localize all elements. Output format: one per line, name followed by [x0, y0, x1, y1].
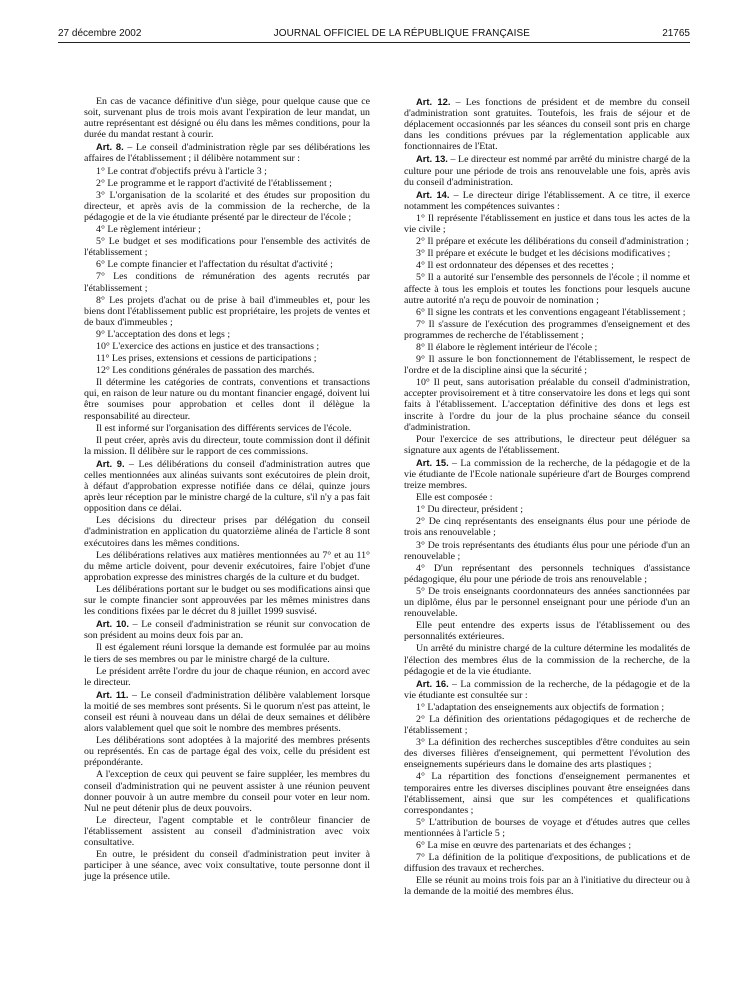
paragraph-text: 2° De cinq représentants des enseignants élus pour une période de trois ans renouvelable ; — [404, 516, 690, 539]
article-number: Art. 8. — [96, 141, 124, 153]
paragraph — [404, 620, 690, 642]
paragraph — [84, 96, 370, 140]
paragraph-text: 2° Il prépare et exécute les délibérations du conseil d'administration ; — [416, 236, 689, 248]
article-paragraph — [404, 678, 690, 701]
article-paragraph — [84, 458, 370, 514]
article-number: Art. 15. — [416, 456, 449, 468]
list-item — [404, 354, 690, 376]
paragraph-text: 11° Les prises, extensions et cessions de participations ; — [96, 353, 317, 365]
paragraph-text: 6° Le compte financier et l'affectation du résultat d'activité ; — [96, 259, 333, 271]
paragraph — [84, 642, 370, 664]
paragraph-text: 7° Les conditions de rémunération des agents recrutés par l'établissement ; — [84, 271, 370, 294]
paragraph-text: 4° Le règlement intérieur ; — [96, 224, 201, 236]
paragraph-text: Le directeur, l'agent comptable et le contrôleur financier de l'établissement assistent au conseil d'administration avec voix consultative. — [84, 814, 370, 848]
paragraph — [404, 643, 690, 676]
list-item — [404, 377, 690, 432]
list-item — [84, 166, 370, 177]
article-number: Art. 10. — [96, 618, 129, 630]
paragraph — [84, 435, 370, 457]
paragraph — [84, 815, 370, 848]
paragraph-text: 4° D'un représentant des personnels techniques d'assistance pédagogique, élu pour une période de trois ans renouvelable ; — [404, 562, 690, 585]
list-item — [404, 516, 690, 538]
list-item — [404, 319, 690, 341]
list-item — [404, 817, 690, 839]
list-item — [404, 272, 690, 305]
paragraph — [84, 550, 370, 583]
list-item — [404, 714, 690, 736]
issue-date: 27 décembre 2002 — [58, 28, 142, 39]
paragraph-text: Elle se réunit au moins trois fois par an à l'initiative du directeur ou à la demande de la moitié des membres élus. — [404, 875, 690, 898]
paragraph-text: 7° Il s'assure de l'exécution des programmes d'enseignement et des programmes de recherche de l'établissement ; — [404, 318, 690, 341]
page-number: 21765 — [662, 28, 690, 39]
paragraph-text: 3° L'organisation de la scolarité et des études sur proposition du directeur, et après avis de la commission de la recherche, de la pédagogie et de la vie étudiante présenté par le directeur de l'école ; — [84, 189, 370, 223]
list-item — [84, 271, 370, 293]
article-paragraph — [84, 618, 370, 641]
paragraph — [84, 423, 370, 434]
list-item — [84, 224, 370, 235]
paragraph-text: 3° La définition des recherches susceptibles d'être conduites au sein des diverses filières d'enseignement, qui permettent l'évolution des enseignements supérieurs dans le domaine des arts plastiques ; — [404, 737, 690, 771]
paragraph-text: A l'exception de ceux qui peuvent se faire suppléer, les membres du conseil d'administration qui ne peuvent assister à une réunion peuvent donner pouvoir à un autre membre du conseil pour voter en leur nom. Nul ne peut détenir plus de deux pouvoirs. — [84, 769, 370, 814]
paragraph-text: 6° Il signe les contrats et les conventions engageant l'établissement ; — [416, 306, 686, 318]
list-item — [404, 236, 690, 247]
list-item — [404, 342, 690, 353]
text-columns — [84, 96, 690, 970]
paragraph-text: – Le conseil d'administration délibère valablement lorsque la moitié de ses membres sont présents. Si le quorum n'est pas atteint, le conseil est réuni à nouveau dans un délai de deux semaines et délibère alors valablement quel que soit le nombre des membres présents. — [84, 689, 370, 735]
paragraph-text: Les délibérations portant sur le budget ou ses modifications ainsi que sur le compte financier sont approuvées par les mêmes ministres dans les conditions fixées par le décret du 8 juillet 1999 susvisé. — [84, 583, 370, 618]
paragraph-text: Il est également réuni lorsque la demande est formulée par au moins le tiers de ses membres ou par le ministre chargé de la culture. — [84, 642, 370, 665]
paragraph-text: Il peut créer, après avis du directeur, toute commission dont il définit la mission. Il délibère sur le rapport de ces commissions. — [84, 434, 370, 457]
journal-title: JOURNAL OFFICIEL DE LA RÉPUBLIQUE FRANÇAISE — [273, 28, 530, 39]
list-item — [84, 365, 370, 376]
paragraph-text: 1° Le contrat d'objectifs prévu à l'article 3 ; — [96, 165, 267, 177]
paragraph-text: 7° La définition de la politique d'expositions, de publications et de diffusion des travaux et recherches. — [404, 852, 690, 875]
paragraph-text: 3° De trois représentants des étudiants élus pour une période d'un an renouvelable ; — [404, 539, 690, 562]
paragraph-text: 5° Le budget et ses modifications pour l'ensemble des activités de l'établissement ; — [84, 236, 370, 259]
article-paragraph — [404, 457, 690, 491]
list-item — [404, 540, 690, 562]
article-paragraph — [404, 96, 690, 152]
paragraph — [84, 735, 370, 768]
paragraph-text: 3° Il prépare et exécute le budget et les décisions modificatives ; — [416, 248, 671, 260]
paragraph — [404, 434, 690, 456]
paragraph-text: Elle est composée : — [416, 492, 493, 504]
paragraph — [404, 492, 690, 503]
list-item — [84, 295, 370, 328]
paragraph-text: 1° Il représente l'établissement en justice et dans tous les actes de la vie civile ; — [404, 212, 690, 236]
paragraph-text: 1° L'adaptation des enseignements aux objectifs de formation ; — [416, 701, 665, 713]
paragraph-text: Les délibérations relatives aux matières mentionnées au 7° et au 11° du même article doivent, pour devenir exécutoires, faire l'objet d'une approbation expresse des ministres chargés de la culture et du budget. — [84, 549, 370, 583]
paragraph-text: 2° La définition des orientations pédagogiques et de recherche de l'établissement ; — [404, 713, 690, 737]
list-item — [84, 341, 370, 352]
paragraph-text: 8° Les projets d'achat ou de prise à bail d'immeubles et, pour les biens dont l'établissement public est propriétaire, les projets de ventes et de baux d'immeubles ; — [84, 294, 370, 328]
paragraph-text: 1° Du directeur, président ; — [416, 504, 523, 516]
article-number: Art. 9. — [96, 457, 125, 469]
list-item — [404, 771, 690, 815]
paragraph — [84, 769, 370, 813]
paragraph-text: 4° La répartition des fonctions d'enseignement permanentes et temporaires entre les diverses disciplines pouvant être enseignées dans l'établissement, ainsi que sur les compétences et qualifications correspondantes ; — [404, 771, 690, 816]
paragraph-text: En outre, le président du conseil d'administration peut inviter à participer à une séance, avec voix consultative, toute personne dont il juge la présence utile. — [84, 849, 370, 883]
paragraph-text: Pour l'exercice de ses attributions, le directeur peut déléguer sa signature aux agents de l'établissement. — [404, 433, 690, 456]
running-header — [58, 19, 690, 43]
paragraph-text: – Le conseil d'administration règle par ses délibérations les affaires de l'établissement ; il délibère notamment sur : — [84, 142, 370, 165]
paragraph-text: 12° Les conditions générales de passation des marchés. — [96, 365, 315, 377]
paragraph — [404, 875, 690, 897]
list-item — [404, 586, 690, 619]
paragraph-text: 5° Il a autorité sur l'ensemble des personnels de l'école ; il nomme et affecte à tous les emplois et toutes les fonctions pour lesquels aucune autre autorité n'a reçu de pouvoir de nomination ; — [404, 272, 690, 306]
article-number: Art. 11. — [96, 688, 129, 700]
list-item — [84, 353, 370, 364]
list-item — [404, 852, 690, 874]
list-item — [84, 190, 370, 223]
paragraph-text: – La commission de la recherche, de la pédagogie et de la vie étudiante est consultée sur : — [404, 678, 690, 701]
article-paragraph — [84, 689, 370, 734]
paragraph-text: Elle peut entendre des experts issus de l'établissement ou des personnalités extérieures. — [404, 620, 690, 643]
paragraph-text: 2° Le programme et le rapport d'activité de l'établissement ; — [96, 177, 332, 189]
paragraph-text: Il détermine les catégories de contrats, conventions et transactions qui, en raison de leur nature ou du montant financier engagé, doivent lui être soumises pour approbation et celles dont il délègue la responsabilité au directeur. — [84, 377, 370, 422]
list-item — [404, 260, 690, 271]
paragraph-text: Le président arrête l'ordre du jour de chaque réunion, en accord avec le directeur. — [84, 665, 370, 688]
paragraph — [84, 584, 370, 617]
list-item — [84, 236, 370, 258]
paragraph-text: Les décisions du directeur prises par délégation du conseil d'administration en application du quatorzième alinéa de l'article 8 sont exécutoires dans les mêmes conditions. — [84, 515, 370, 549]
paragraph-text: 5° L'attribution de bourses de voyage et d'études autres que celles mentionnées à l'article 5 ; — [404, 816, 690, 839]
list-item — [404, 737, 690, 770]
paragraph-text: 8° Il élabore le règlement intérieur de l'école ; — [416, 341, 598, 353]
paragraph — [84, 666, 370, 688]
list-item — [84, 178, 370, 189]
paragraph-text: En cas de vacance définitive d'un siège, pour quelque cause que ce soit, survenant plus de trois mois avant l'expiration de leur mandat, un autre représentant est désigné ou élu dans les mêmes conditions, pour la durée du mandat restant à courir. — [84, 96, 370, 141]
article-number: Art. 16. — [416, 677, 449, 689]
list-item — [404, 213, 690, 235]
article-number: Art. 14. — [416, 188, 450, 200]
paragraph — [84, 849, 370, 882]
article-number: Art. 12. — [416, 96, 451, 107]
paragraph — [84, 377, 370, 421]
list-item — [404, 307, 690, 318]
article-paragraph — [404, 153, 690, 187]
list-item — [404, 840, 690, 851]
paragraph-text: 9° Il assure le bon fonctionnement de l'établissement, le respect de l'ordre et de la discipline ainsi que la sécurité ; — [404, 354, 690, 377]
list-item — [404, 504, 690, 515]
paragraph-text: 4° Il est ordonnateur des dépenses et des recettes ; — [416, 260, 614, 272]
paragraph-text: – La commission de la recherche, de la pédagogie et de la vie étudiante de l'Ecole nationale supérieure d'art de Bourges comprend treize membres. — [404, 457, 690, 492]
left-column — [84, 96, 370, 970]
list-item — [84, 259, 370, 270]
paragraph-text: 5° De trois enseignants coordonnateurs des années sanctionnées par un diplôme, élus par le personnel enseignant pour une période d'un an renouvelable. — [404, 585, 690, 620]
paragraph-text: Il est informé sur l'organisation des différents services de l'école. — [96, 422, 352, 434]
paragraph-text: Les délibérations sont adoptées à la majorité des membres présents ou représentés. En cas de partage égal des voix, celle du président est prépondérante. — [84, 735, 370, 769]
paragraph-text: – Les fonctions de président et de membre du conseil d'administration sont gratuites. Toutefois, les frais de séjour et de déplacement occasionnés par les séances du conseil sont pris en charge dans les conditions prévues par la réglementation applicable aux fonctionnaires de l'Etat. — [404, 97, 690, 153]
paragraph-text: – Le directeur dirige l'établissement. A ce titre, il exerce notamment les compétences suivantes : — [404, 189, 690, 212]
paragraph-text: 10° L'exercice des actions en justice et des transactions ; — [96, 340, 320, 352]
article-paragraph — [84, 141, 370, 164]
list-item — [404, 563, 690, 585]
paragraph-text: 9° L'acceptation des dons et legs ; — [96, 328, 231, 340]
article-paragraph — [404, 189, 690, 212]
list-item — [404, 702, 690, 713]
right-column — [404, 96, 690, 970]
paragraph-text: – Les délibérations du conseil d'administration autres que celles mentionnées aux alinéas suivants sont exécutoires de plein droit, à défaut d'approbation expresse notifiée dans ce délai, quinze jours après leur réception par le ministre chargé de la culture, s'il n'y a pas fait opposition dans ce délai. — [84, 458, 370, 515]
paragraph-text: – Le directeur est nommé par arrêté du ministre chargé de la culture pour une période de trois ans renouvelable une fois, après avis du conseil d'administration. — [404, 154, 690, 188]
paragraph — [84, 515, 370, 548]
paragraph-text: 10° Il peut, sans autorisation préalable du conseil d'administration, accepter provisoirement et à titre conservatoire les dons et legs qui sont faits à l'établissement. L'acceptation définitive des dons et legs est inscrite à l'ordre du jour de la plus prochaine séance du conseil d'administration. — [404, 377, 690, 433]
paragraph-text: – Le conseil d'administration se réunit sur convocation de son président au moins deux fois par an. — [84, 619, 370, 642]
list-item — [404, 248, 690, 259]
paragraph-text: Un arrêté du ministre chargé de la culture détermine les modalités de l'élection des membres élus de la commission de la recherche, de la pédagogie et de la vie étudiante. — [404, 643, 690, 677]
article-number: Art. 13. — [416, 153, 448, 165]
list-item — [84, 329, 370, 340]
paragraph-text: 6° La mise en œuvre des partenariats et des échanges ; — [416, 840, 632, 851]
